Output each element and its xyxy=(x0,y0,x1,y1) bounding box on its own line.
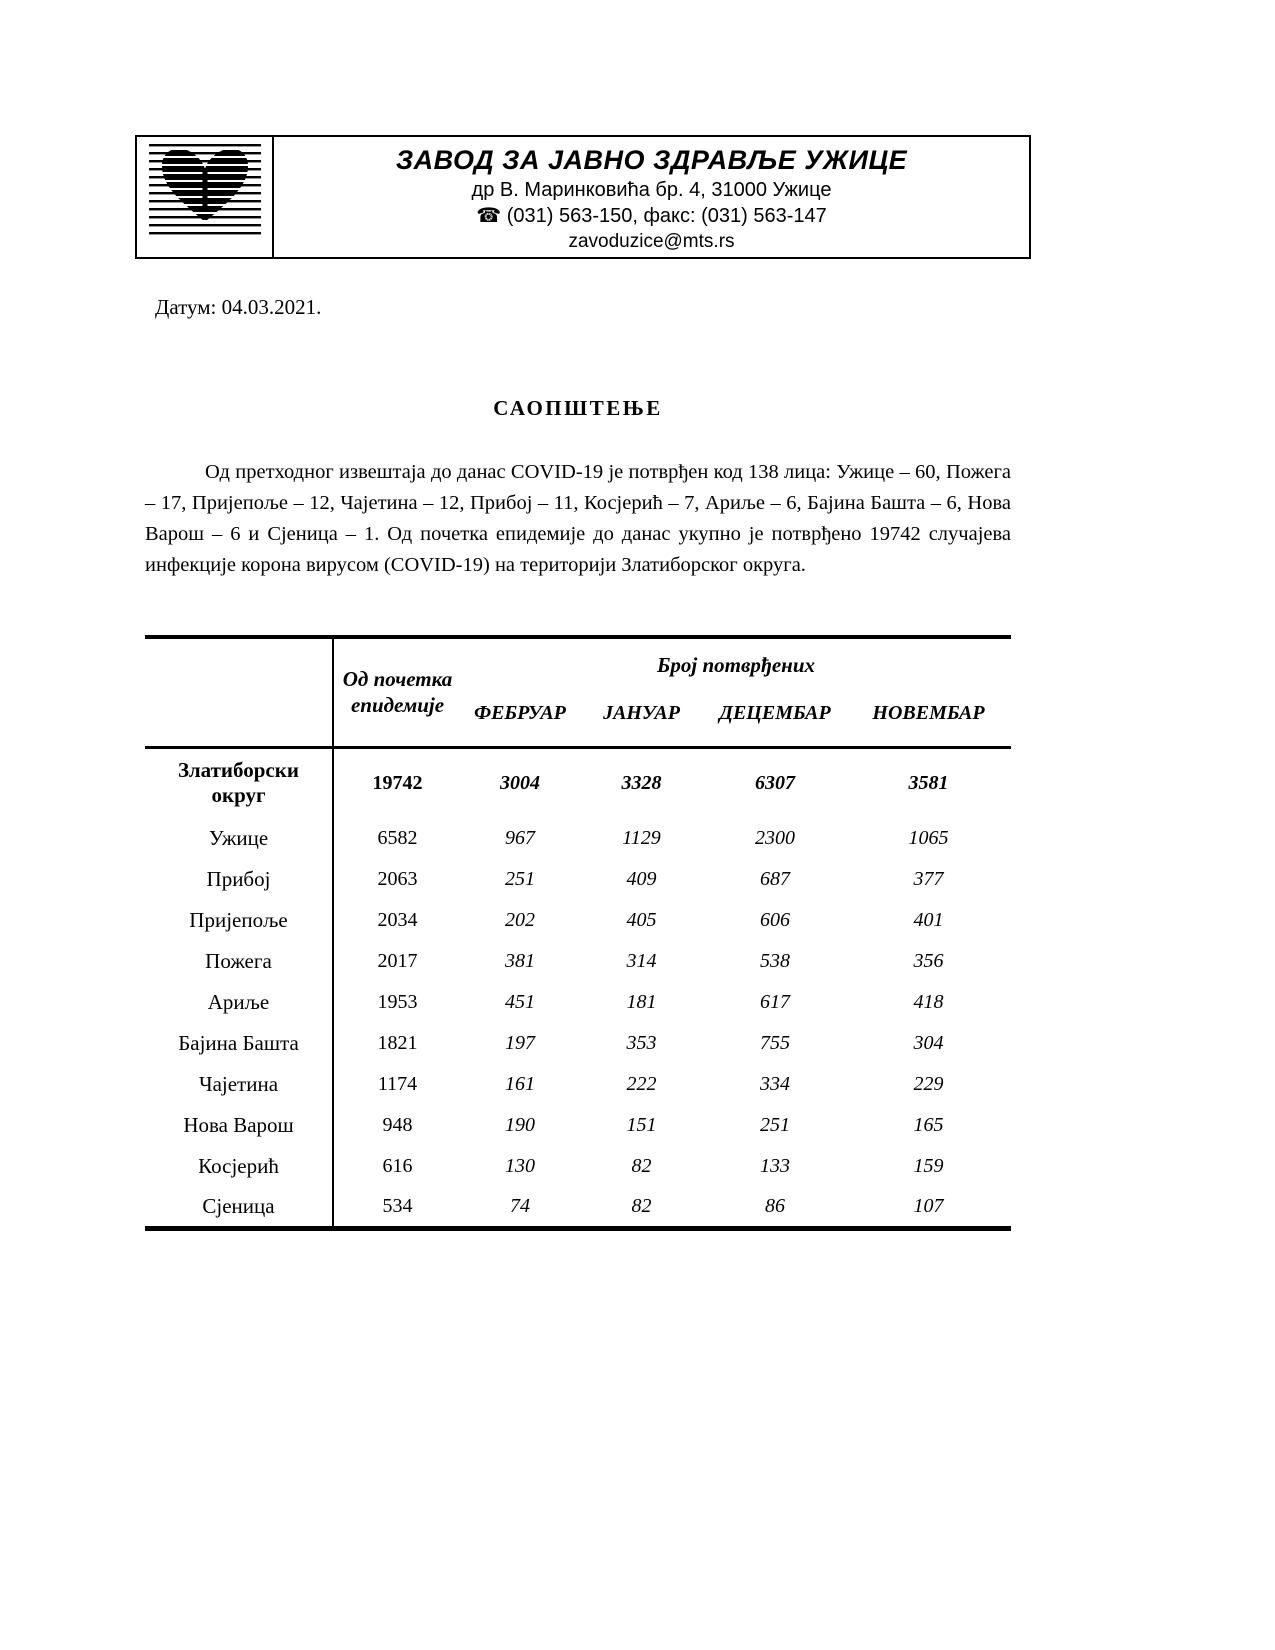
month-value: 381 xyxy=(505,950,535,972)
month-value: 3004 xyxy=(500,771,540,794)
institution-phone xyxy=(274,203,1029,229)
month-value: 86 xyxy=(765,1194,785,1217)
table-row xyxy=(145,900,1011,941)
month-value: 197 xyxy=(505,1032,535,1054)
month-value: 334 xyxy=(760,1073,790,1095)
month-value: 1129 xyxy=(622,827,661,849)
month-value: 251 xyxy=(760,1114,790,1136)
table-row xyxy=(145,1146,1011,1187)
total-since-start: 19742 xyxy=(372,771,423,794)
month-value: 130 xyxy=(505,1155,535,1177)
month-value: 133 xyxy=(760,1155,790,1177)
month-value: 755 xyxy=(760,1032,790,1054)
table-row xyxy=(145,1187,1011,1228)
month-value: 409 xyxy=(626,868,657,890)
col-header-january: ЈАНУАР xyxy=(579,681,704,747)
month-value: 107 xyxy=(913,1194,944,1217)
letterhead-text xyxy=(274,137,1029,257)
municipality-name: Пожега xyxy=(145,941,333,982)
municipality-name: Сјеница xyxy=(145,1187,333,1228)
total-since-start: 2063 xyxy=(377,868,418,890)
table-body xyxy=(145,747,1011,1228)
institute-logo xyxy=(146,142,264,240)
municipality-name: Златиборски округ xyxy=(145,747,333,818)
month-value: 181 xyxy=(626,991,657,1013)
month-value: 165 xyxy=(913,1114,944,1136)
group-header: Број потврђених xyxy=(657,652,815,677)
month-value: 405 xyxy=(626,909,657,931)
table-row xyxy=(145,941,1011,982)
month-value: 151 xyxy=(626,1114,657,1136)
total-since-start: 1821 xyxy=(377,1032,418,1054)
col-header-november: НОВЕМБАР xyxy=(846,681,1011,747)
document-title: САОПШТЕЊЕ xyxy=(493,396,663,420)
month-value: 356 xyxy=(913,950,944,972)
month-value: 617 xyxy=(760,991,790,1013)
month-value: 190 xyxy=(505,1114,535,1136)
logo-cell xyxy=(137,137,274,257)
month-value: 3328 xyxy=(621,771,662,794)
month-value: 251 xyxy=(505,868,535,890)
table-row xyxy=(145,1064,1011,1105)
total-since-start: 616 xyxy=(382,1155,413,1177)
institution-address: др В. Маринковића бр. 4, 31000 Ужице xyxy=(471,179,832,201)
month-value: 687 xyxy=(760,868,790,890)
month-value: 82 xyxy=(631,1155,652,1177)
month-value: 202 xyxy=(505,909,535,931)
month-value: 74 xyxy=(510,1194,530,1217)
total-since-start: 1174 xyxy=(377,1073,418,1095)
municipality-name: Ариље xyxy=(145,982,333,1023)
total-since-start: 1953 xyxy=(377,991,418,1013)
municipality-name: Прибој xyxy=(145,859,333,900)
month-value: 6307 xyxy=(755,771,795,794)
month-value: 3581 xyxy=(908,771,949,794)
institution-email: zavoduzice@mts.rs xyxy=(568,231,735,252)
table-row xyxy=(145,1023,1011,1064)
total-since-start: 2017 xyxy=(377,950,418,972)
date-line: Датум: 04.03.2021. xyxy=(155,295,322,319)
col-header-since-start: Од почетка епидемије xyxy=(333,637,461,747)
total-since-start: 948 xyxy=(382,1114,413,1136)
municipality-name: Нова Варош xyxy=(145,1105,333,1146)
total-since-start: 6582 xyxy=(377,827,418,849)
month-value: 451 xyxy=(505,991,535,1013)
institution-name: ЗАВОД ЗА ЈАВНО ЗДРАВЉЕ УЖИЦЕ xyxy=(395,145,908,175)
col-header-february: ФЕБРУАР xyxy=(461,681,579,747)
month-value: 161 xyxy=(505,1073,535,1095)
month-value: 538 xyxy=(760,950,790,972)
municipality-name: Ужице xyxy=(145,818,333,859)
month-value: 314 xyxy=(626,950,657,972)
month-value: 353 xyxy=(626,1032,657,1054)
month-value: 2300 xyxy=(755,827,795,849)
month-value: 159 xyxy=(913,1155,944,1177)
table-row xyxy=(145,859,1011,900)
corner-cell xyxy=(145,637,333,747)
municipality-name: Бајина Башта xyxy=(145,1023,333,1064)
month-value: 606 xyxy=(760,909,790,931)
document-content xyxy=(145,259,1011,1231)
month-value: 418 xyxy=(913,991,944,1013)
phone-numbers: (031) 563-150, факс: (031) 563-147 xyxy=(506,205,827,227)
covid-table xyxy=(145,635,1011,1231)
municipality-name: Чајетина xyxy=(145,1064,333,1105)
municipality-name: Пријепоље xyxy=(145,900,333,941)
table-row xyxy=(145,818,1011,859)
month-value: 229 xyxy=(913,1073,944,1095)
month-value: 82 xyxy=(631,1194,652,1217)
table-row xyxy=(145,747,1011,818)
table-row xyxy=(145,982,1011,1023)
table-row xyxy=(145,1105,1011,1146)
table-header xyxy=(145,637,1011,747)
total-since-start: 2034 xyxy=(377,909,418,931)
letterhead xyxy=(135,135,1031,259)
month-value: 1065 xyxy=(908,827,949,849)
announcement-paragraph: Од претходног извештаја до данас COVID-19 је потврђен код 138 лица: Ужице – 60, Пожега – 17, Пријепоље – 12, Чајетина – 12, Прибој – 11, Косјерић – 7, Ариље – 6, Бајина Башта – 6, Нова Варош – 6 и Сјеница – 1. Од почетка епидемије до данас укупно је потврђено 19742 случајева инфекције корона вирусом (COVID-19) на територији Златиборског округа. xyxy=(145,461,1011,576)
table-header-row-group xyxy=(145,637,1011,681)
municipality-name: Косјерић xyxy=(145,1146,333,1187)
total-since-start: 534 xyxy=(382,1194,413,1217)
col-header-december: ДЕЦЕМБАР xyxy=(704,681,846,747)
month-value: 222 xyxy=(626,1073,657,1095)
month-value: 967 xyxy=(505,827,535,849)
phone-icon: ☎ xyxy=(476,205,502,227)
month-value: 401 xyxy=(913,909,944,931)
month-value: 377 xyxy=(913,868,944,890)
month-value: 304 xyxy=(913,1032,944,1054)
